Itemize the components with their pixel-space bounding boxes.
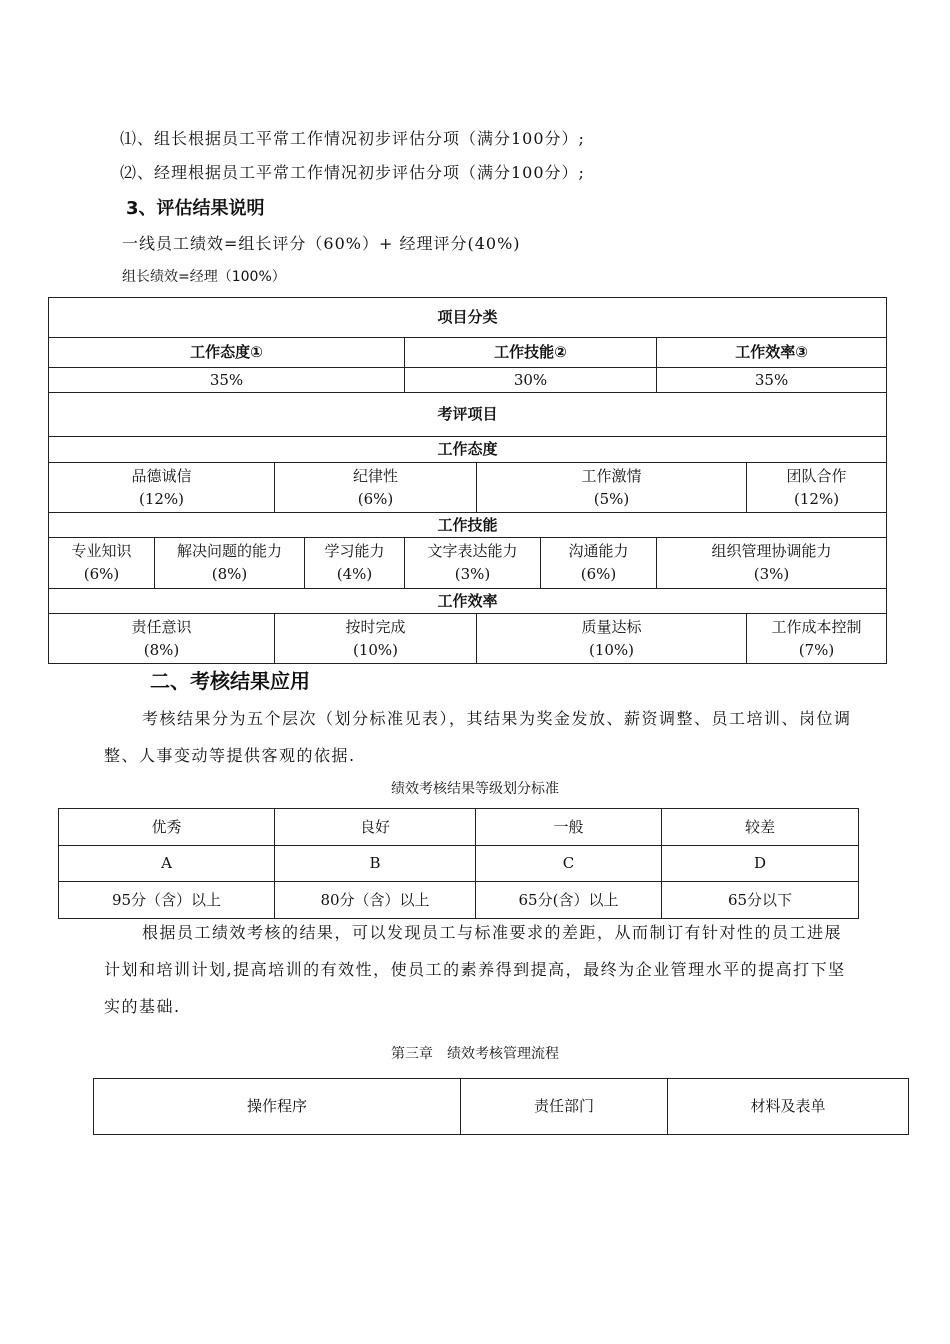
column-header: 责任部门 xyxy=(461,1079,668,1135)
category-label: 工作效率③ xyxy=(657,338,887,368)
eval-item: 工作成本控制 (7%) xyxy=(747,614,887,664)
grade-letter: B xyxy=(275,846,476,882)
eval-item: 按时完成 (10%) xyxy=(275,614,477,664)
table-title: 项目分类 xyxy=(49,298,887,338)
evaluation-table xyxy=(48,297,887,664)
grade-range: 65分以下 xyxy=(662,882,859,919)
eval-item: 沟通能力 (6%) xyxy=(541,538,657,589)
intro-item-1: ⑴、组长根据员工平常工作情况初步评估分项（满分100分）; xyxy=(120,129,585,148)
chapter-title: 第三章 绩效考核管理流程 xyxy=(391,1046,559,1062)
grade-label: 较差 xyxy=(662,809,859,846)
category-weight: 30% xyxy=(405,368,657,393)
category-label: 工作技能② xyxy=(405,338,657,368)
eval-item: 责任意识 (8%) xyxy=(49,614,275,664)
process-table xyxy=(93,1078,909,1135)
grade-label: 一般 xyxy=(476,809,662,846)
grade-letter: C xyxy=(476,846,662,882)
category-weight: 35% xyxy=(49,368,405,393)
category-weight: 35% xyxy=(657,368,887,393)
grade-range: 95分（含）以上 xyxy=(59,882,275,919)
group-title: 工作效率 xyxy=(49,589,887,614)
eval-item: 纪律性 (6%) xyxy=(275,463,477,513)
formula-line: 组长绩效=经理（100%） xyxy=(122,269,286,285)
grade-range: 80分（含）以上 xyxy=(275,882,476,919)
grade-label: 良好 xyxy=(275,809,476,846)
grade-table xyxy=(58,808,859,919)
intro-item-2: ⑵、经理根据员工平常工作情况初步评估分项（满分100分）; xyxy=(120,163,585,182)
category-label: 工作态度① xyxy=(49,338,405,368)
grade-letter: A xyxy=(59,846,275,882)
formula-line: 一线员工绩效=组长评分（60%）+ 经理评分(40%) xyxy=(122,234,521,253)
eval-item: 专业知识 (6%) xyxy=(49,538,155,589)
table-caption: 绩效考核结果等级划分标准 xyxy=(391,781,559,797)
grade-label: 优秀 xyxy=(59,809,275,846)
table-subtitle: 考评项目 xyxy=(49,393,887,437)
section-heading: 3、评估结果说明 xyxy=(126,198,265,219)
paragraph: 根据员工绩效考核的结果，可以发现员工与标准要求的差距，从而制订有针对性的员工进展计划和培训计划,提高培训的有效性，使员工的素养得到提高，最终为企业管理水平的提高打下坚实的基础. xyxy=(104,923,846,1016)
grade-range: 65分(含）以上 xyxy=(476,882,662,919)
column-header: 材料及表单 xyxy=(668,1079,909,1135)
grade-letter: D xyxy=(662,846,859,882)
eval-item: 组织管理协调能力 (3%) xyxy=(657,538,887,589)
paragraph: 考核结果分为五个层次（划分标准见表），其结果为奖金发放、薪资调整、员工培训、岗位调整、人事变动等提供客观的依据. xyxy=(104,709,852,765)
eval-item: 质量达标 (10%) xyxy=(477,614,747,664)
eval-item: 工作激情 (5%) xyxy=(477,463,747,513)
eval-item: 品德诚信 (12%) xyxy=(49,463,275,513)
eval-item: 团队合作 (12%) xyxy=(747,463,887,513)
group-title: 工作技能 xyxy=(49,513,887,538)
eval-item: 解决问题的能力 (8%) xyxy=(155,538,305,589)
eval-item: 学习能力 (4%) xyxy=(305,538,405,589)
section-heading: 二、考核结果应用 xyxy=(150,669,310,693)
group-title: 工作态度 xyxy=(49,437,887,463)
eval-item: 文字表达能力 (3%) xyxy=(405,538,541,589)
column-header: 操作程序 xyxy=(94,1079,461,1135)
